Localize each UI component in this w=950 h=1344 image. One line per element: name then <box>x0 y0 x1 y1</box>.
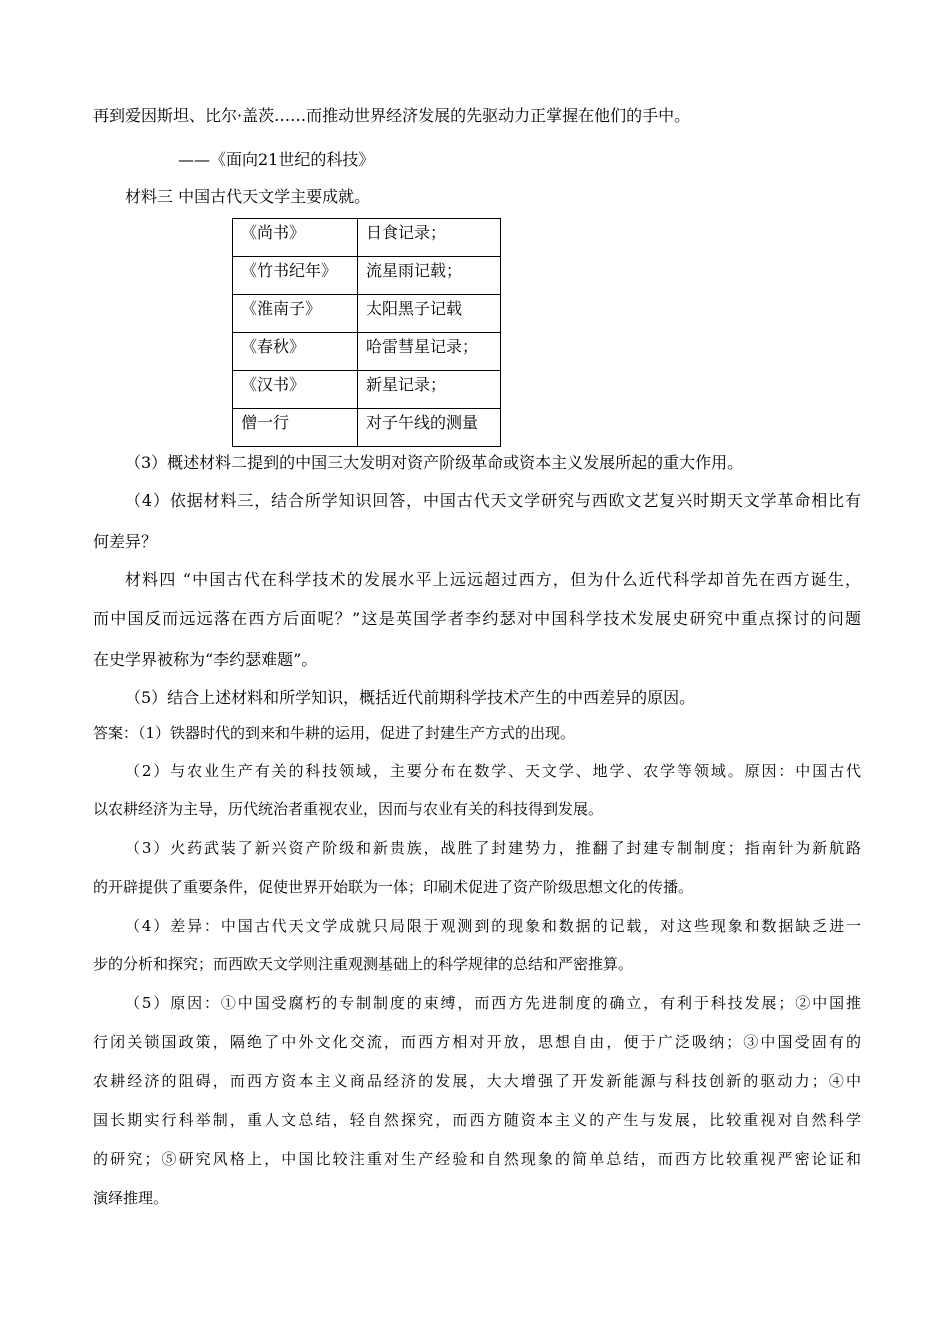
answer-5-continued: 国长期实行科举制，重人文总结，轻自然探究，而西方随资本主义的产生与发展，比较重视对自然科学 <box>93 1111 861 1129</box>
answer-3-continued: 的开辟提供了重要条件，促使世界开始联为一体；印刷术促进了资产阶级思想文化的传播。 <box>93 878 694 896</box>
table-cell-achievement: 哈雷彗星记录； <box>358 333 501 371</box>
table-row <box>233 409 501 447</box>
question-4: （4）依据材料三，结合所学知识回答，中国古代天文学研究与西欧文艺复兴时期天文学革命相比有 <box>125 491 861 510</box>
table-cell-achievement: 流星雨记载； <box>358 257 501 295</box>
table-row <box>233 333 501 371</box>
table-row <box>233 257 501 295</box>
answer-3: （3）火药武装了新兴资产阶级和新贵族，战胜了封建势力，推翻了封建专制制度；指南针为新航路 <box>125 839 861 857</box>
table-cell-source: 僧一行 <box>233 409 358 447</box>
table-cell-achievement: 对子午线的测量 <box>358 409 501 447</box>
answer-1: 答案：（1）铁器时代的到来和牛耕的运用，促进了封建生产方式的出现。 <box>93 724 576 742</box>
astronomy-achievements-table <box>232 218 501 447</box>
table-cell-source: 《汉书》 <box>233 371 358 409</box>
answer-2: （2）与农业生产有关的科技领域，主要分布在数学、天文学、地学、农学等领域。原因：中国古代 <box>125 762 861 780</box>
answer-5-continued: 行闭关锁国政策，隔绝了中外文化交流，而西方相对开放，思想自由，便于广泛吸纳；③中国受固有的 <box>93 1033 861 1051</box>
table-cell-achievement: 太阳黑子记载 <box>358 295 501 333</box>
table-cell-source: 《竹书纪年》 <box>233 257 358 295</box>
material-three-heading: 材料三 中国古代天文学主要成就。 <box>125 187 371 206</box>
table-cell-achievement: 日食记录； <box>358 219 501 257</box>
table-cell-achievement: 新星记录； <box>358 371 501 409</box>
answer-5-continued: 农耕经济的阻碍，而西方资本主义商品经济的发展，大大增强了开发新能源与科技创新的驱动力；④中 <box>93 1072 861 1090</box>
table-cell-source: 《春秋》 <box>233 333 358 371</box>
answer-4: （4）差异：中国古代天文学成就只局限于观测到的现象和数据的记载，对这些现象和数据缺乏进一 <box>125 917 861 935</box>
answer-4-continued: 步的分析和探究；而西欧天文学则注重观测基础上的科学规律的总结和严密推算。 <box>93 955 634 973</box>
material-four-end: 在史学界被称为“李约瑟难题”。 <box>93 650 318 669</box>
material-four: 材料四 “中国古代在科学技术的发展水平上远远超过西方，但为什么近代科学却首先在西方诞生， <box>125 570 861 589</box>
table-cell-source: 《尚书》 <box>233 219 358 257</box>
question-4-continued: 何差异？ <box>93 532 158 551</box>
citation-line: ——《面向21世纪的科技》 <box>178 150 375 169</box>
answer-5-continued: 的研究；⑤研究风格上，中国比较注重对生产经验和自然现象的简单总结，而西方比较重视严密论证和 <box>93 1150 861 1168</box>
answer-5-end: 演绎推理。 <box>93 1189 169 1207</box>
question-5: （5）结合上述材料和所学知识，概括近代前期科学技术产生的中西差异的原因。 <box>125 688 696 707</box>
paragraph-line: 再到爱因斯坦、比尔·盖茨……而推动世界经济发展的先驱动力正掌握在他们的手中。 <box>93 106 691 125</box>
question-3: （3）概述材料二提到的中国三大发明对资产阶级革命或资本主义发展所起的重大作用。 <box>125 453 744 472</box>
material-four-continued: 而中国反而远远落在西方后面呢？”这是英国学者李约瑟对中国科学技术发展史研究中重点探讨的问题 <box>93 609 861 628</box>
table-cell-source: 《淮南子》 <box>233 295 358 333</box>
table-row <box>233 219 501 257</box>
table-row <box>233 371 501 409</box>
answer-5: （5）原因：①中国受腐朽的专制制度的束缚，而西方先进制度的确立，有利于科技发展；②中国推 <box>125 994 861 1012</box>
answer-2-continued: 以农耕经济为主导，历代统治者重视农业，因而与农业有关的科技得到发展。 <box>93 800 604 818</box>
table-row <box>233 295 501 333</box>
